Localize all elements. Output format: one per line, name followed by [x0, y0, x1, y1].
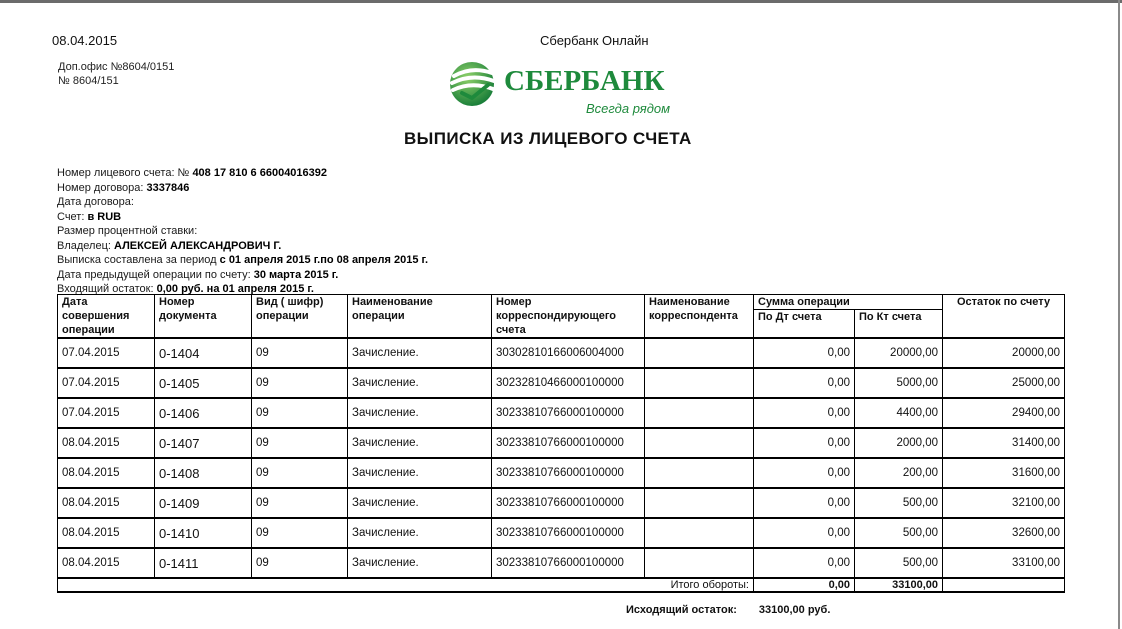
cell-operation-name: Зачисление. — [348, 458, 492, 488]
cell-balance: 31400,00 — [943, 428, 1065, 458]
cell-corr-name — [645, 338, 754, 368]
totals-credit: 33100,00 — [855, 578, 943, 592]
cell-corr-name — [645, 398, 754, 428]
table-row — [58, 368, 1065, 398]
contract-number: 3337846 — [146, 181, 190, 194]
cell-credit: 200,00 — [855, 458, 943, 488]
table-row — [58, 488, 1065, 518]
cell-credit: 500,00 — [855, 488, 943, 518]
owner-name: АЛЕКСЕЙ АЛЕКСАНДРОВИЧ Г. — [114, 239, 282, 252]
interest-rate-line: Размер процентной ставки: — [57, 225, 198, 237]
cell-operation-type: 09 — [252, 338, 348, 368]
transactions-body — [58, 338, 1065, 592]
cell-credit: 2000,00 — [855, 428, 943, 458]
cell-debit: 0,00 — [754, 548, 855, 578]
statement-print-date: 08.04.2015 — [52, 33, 118, 48]
col-header-corr-account: Номер корреспондирующего счета — [492, 295, 645, 339]
table-header-row — [58, 295, 1065, 310]
cell-document: 0-1411 — [155, 548, 252, 578]
cell-operation-type: 09 — [252, 398, 348, 428]
cell-date: 07.04.2015 — [58, 338, 155, 368]
cell-date: 07.04.2015 — [58, 398, 155, 428]
branch-office-line: Доп.офис №8604/0151 — [58, 61, 175, 73]
cell-credit: 500,00 — [855, 548, 943, 578]
statement-period: с 01 апреля 2015 г.по 08 апреля 2015 г. — [219, 254, 429, 266]
statement-title: ВЫПИСКА ИЗ ЛИЦЕВОГО СЧЕТА — [404, 129, 692, 148]
cell-corr-account: 30233810766000100000 — [492, 548, 645, 578]
cell-date: 07.04.2015 — [58, 368, 155, 398]
cell-balance: 29400,00 — [943, 398, 1065, 428]
closing-balance-value: 33100,00 руб. — [758, 604, 831, 616]
cell-date: 08.04.2015 — [58, 518, 155, 548]
cell-corr-account: 30232810466000100000 — [492, 368, 645, 398]
cell-corr-account: 30233810766000100000 — [492, 398, 645, 428]
sberbank-logo — [448, 60, 680, 120]
cell-operation-name: Зачисление. — [348, 338, 492, 368]
cell-date: 08.04.2015 — [58, 458, 155, 488]
logo-wordmark: СБЕРБАНК — [504, 65, 665, 97]
cell-operation-type: 09 — [252, 428, 348, 458]
col-header-credit: По Кт счета — [855, 310, 943, 339]
table-row — [58, 338, 1065, 368]
account-info-block — [57, 166, 428, 297]
cell-corr-account: 30302810166006004000 — [492, 338, 645, 368]
account-number: 408 17 810 6 66004016392 — [192, 167, 328, 179]
previous-operation-date: 30 марта 2015 г. — [253, 268, 339, 281]
cell-corr-account: 30233810766000100000 — [492, 428, 645, 458]
page-top-border — [0, 0, 1122, 3]
cell-operation-type: 09 — [252, 368, 348, 398]
cell-corr-account: 30233810766000100000 — [492, 488, 645, 518]
transactions-table — [57, 294, 1065, 593]
col-header-document: Номер документа — [155, 295, 252, 339]
col-header-amount: Сумма операции — [754, 295, 943, 310]
cell-debit: 0,00 — [754, 458, 855, 488]
cell-corr-account: 30233810766000100000 — [492, 458, 645, 488]
period-line: Выписка составлена за период с 01 апреля 2015 г.по 08 апреля 2015 г. — [57, 254, 429, 266]
col-header-operation-name: Наименование операции — [348, 295, 492, 339]
cell-credit: 20000,00 — [855, 338, 943, 368]
totals-balance-cell — [943, 578, 1065, 592]
cell-date: 08.04.2015 — [58, 428, 155, 458]
cell-debit: 0,00 — [754, 368, 855, 398]
cell-corr-name — [645, 458, 754, 488]
contract-date-line: Дата договора: — [57, 196, 134, 208]
account-number-line: Номер лицевого счета: № 408 17 810 6 66004016392 — [57, 167, 328, 179]
cell-operation-type: 09 — [252, 458, 348, 488]
cell-corr-name — [645, 548, 754, 578]
app-name: Сбербанк Онлайн — [540, 33, 649, 48]
cell-balance: 32100,00 — [943, 488, 1065, 518]
currency-line: Счет: в RUB — [57, 210, 122, 223]
totals-label: Итого обороты: — [58, 578, 754, 592]
cell-date: 08.04.2015 — [58, 488, 155, 518]
cell-document: 0-1408 — [155, 458, 252, 488]
table-row — [58, 398, 1065, 428]
cell-document: 0-1409 — [155, 488, 252, 518]
table-row — [58, 458, 1065, 488]
previous-operation-line: Дата предыдущей операции по счету: 30 марта 2015 г. — [57, 268, 339, 281]
cell-debit: 0,00 — [754, 338, 855, 368]
cell-operation-name: Зачисление. — [348, 488, 492, 518]
branch-number-line: № 8604/151 — [58, 75, 119, 87]
col-header-debit: По Дт счета — [754, 310, 855, 339]
cell-document: 0-1410 — [155, 518, 252, 548]
opening-balance-line: Входящий остаток: 0,00 руб. на 01 апреля 2015 г. — [57, 283, 314, 295]
cell-balance: 20000,00 — [943, 338, 1065, 368]
cell-balance: 33100,00 — [943, 548, 1065, 578]
cell-balance: 31600,00 — [943, 458, 1065, 488]
cell-operation-type: 09 — [252, 518, 348, 548]
cell-corr-name — [645, 368, 754, 398]
table-row — [58, 428, 1065, 458]
page-right-border — [1118, 0, 1120, 629]
table-row — [58, 548, 1065, 578]
cell-corr-account: 30233810766000100000 — [492, 518, 645, 548]
cell-date: 08.04.2015 — [58, 548, 155, 578]
totals-row — [58, 578, 1065, 592]
cell-debit: 0,00 — [754, 488, 855, 518]
cell-operation-name: Зачисление. — [348, 368, 492, 398]
cell-corr-name — [645, 488, 754, 518]
cell-debit: 0,00 — [754, 518, 855, 548]
cell-credit: 4400,00 — [855, 398, 943, 428]
table-row — [58, 518, 1065, 548]
cell-debit: 0,00 — [754, 398, 855, 428]
opening-balance: 0,00 руб. на 01 апреля 2015 г. — [156, 283, 314, 295]
owner-line: Владелец: АЛЕКСЕЙ АЛЕКСАНДРОВИЧ Г. — [57, 239, 282, 252]
col-header-corr-name: Наименование корреспондента — [645, 295, 754, 339]
cell-credit: 500,00 — [855, 518, 943, 548]
cell-operation-name: Зачисление. — [348, 428, 492, 458]
branch-office-block — [58, 60, 174, 88]
logo-slogan: Всегда рядом — [586, 101, 671, 116]
col-header-balance: Остаток по счету — [943, 295, 1065, 339]
cell-corr-name — [645, 428, 754, 458]
totals-debit: 0,00 — [754, 578, 855, 592]
cell-corr-name — [645, 518, 754, 548]
cell-document: 0-1404 — [155, 338, 252, 368]
cell-operation-type: 09 — [252, 488, 348, 518]
closing-balance-line — [626, 604, 830, 616]
cell-debit: 0,00 — [754, 428, 855, 458]
cell-operation-type: 09 — [252, 548, 348, 578]
cell-balance: 32600,00 — [943, 518, 1065, 548]
cell-operation-name: Зачисление. — [348, 548, 492, 578]
account-currency: в RUB — [87, 210, 122, 223]
cell-operation-name: Зачисление. — [348, 398, 492, 428]
col-header-operation-type: Вид ( шифр) операции — [252, 295, 348, 339]
col-header-date: Дата совершения операции — [58, 295, 155, 339]
cell-credit: 5000,00 — [855, 368, 943, 398]
cell-balance: 25000,00 — [943, 368, 1065, 398]
cell-document: 0-1406 — [155, 398, 252, 428]
cell-document: 0-1407 — [155, 428, 252, 458]
contract-number-line: Номер договора: 3337846 — [57, 181, 190, 194]
closing-balance-label: Исходящий остаток: — [626, 604, 737, 616]
cell-document: 0-1405 — [155, 368, 252, 398]
cell-operation-name: Зачисление. — [348, 518, 492, 548]
